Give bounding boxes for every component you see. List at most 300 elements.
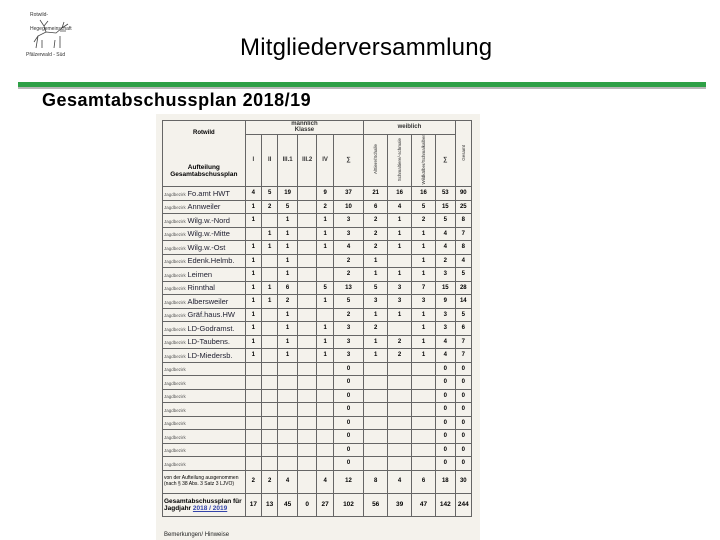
value-cell: 0 bbox=[455, 416, 471, 430]
value-cell: 0 bbox=[333, 362, 363, 376]
table-row bbox=[163, 349, 472, 363]
slide-subtitle: Gesamtabschussplan 2018/19 bbox=[42, 90, 312, 110]
value-cell: 0 bbox=[455, 457, 471, 471]
value-cell bbox=[364, 403, 388, 417]
district-name: Wilg.w.-Nord bbox=[187, 215, 230, 225]
value-cell bbox=[245, 227, 261, 241]
value-cell bbox=[297, 281, 317, 295]
value-cell bbox=[364, 389, 388, 403]
value-cell bbox=[278, 430, 298, 444]
district-name: Gräf.haus.HW bbox=[187, 310, 235, 320]
col-header-hinds: Alttiere/Schalle bbox=[364, 134, 388, 187]
value-cell bbox=[261, 322, 277, 336]
value-cell: 2 bbox=[317, 200, 333, 214]
value-cell: 25 bbox=[455, 200, 471, 214]
district-prefix: Jagdbezirk bbox=[164, 259, 186, 265]
value-cell bbox=[261, 457, 277, 471]
table-row bbox=[163, 268, 472, 282]
district-cell bbox=[163, 376, 246, 390]
value-cell: 1 bbox=[245, 214, 261, 228]
value-cell bbox=[412, 376, 436, 390]
value-cell: 1 bbox=[317, 335, 333, 349]
value-cell bbox=[412, 403, 436, 417]
district-name: Edenk.Helmb. bbox=[187, 256, 235, 266]
value-cell bbox=[317, 362, 333, 376]
value-cell: 4 bbox=[435, 241, 455, 255]
value-cell: 2 bbox=[278, 295, 298, 309]
value-cell bbox=[278, 389, 298, 403]
value-cell bbox=[297, 430, 317, 444]
value-cell bbox=[261, 308, 277, 322]
value-cell: 1 bbox=[245, 200, 261, 214]
value-cell bbox=[317, 403, 333, 417]
district-prefix: Jagdbezirk bbox=[164, 353, 186, 359]
value-cell: 1 bbox=[278, 241, 298, 255]
value-cell: 1 bbox=[261, 281, 277, 295]
value-cell: 4 bbox=[388, 200, 412, 214]
exempt-value: 12 bbox=[333, 470, 363, 493]
value-cell bbox=[278, 376, 298, 390]
value-cell: 1 bbox=[412, 322, 436, 336]
exempt-label: von der Aufteilung ausgenommen (nach § 38 Abs. 3 Satz 3 LJVO) bbox=[163, 470, 246, 493]
total-label: Gesamtabschussplan für Jagdjahr bbox=[164, 497, 242, 512]
district-prefix: Jagdbezirk bbox=[164, 394, 186, 400]
value-cell: 2 bbox=[388, 335, 412, 349]
value-cell bbox=[317, 457, 333, 471]
district-cell bbox=[163, 214, 246, 228]
district-name: LD-Godramst. bbox=[187, 323, 235, 333]
district-prefix: Jagdbezirk bbox=[164, 232, 186, 238]
value-cell: 0 bbox=[455, 430, 471, 444]
value-cell: 4 bbox=[435, 349, 455, 363]
value-cell: 3 bbox=[333, 335, 363, 349]
district-cell bbox=[163, 389, 246, 403]
value-cell bbox=[278, 457, 298, 471]
district-name: Leimen bbox=[187, 269, 213, 279]
value-cell bbox=[388, 376, 412, 390]
table-row bbox=[163, 457, 472, 471]
col-header-male-sum: ∑ bbox=[333, 134, 363, 187]
district-name: Wilg.w.-Mitte bbox=[187, 229, 230, 239]
value-cell: 14 bbox=[455, 295, 471, 309]
value-cell: 0 bbox=[435, 389, 455, 403]
value-cell: 0 bbox=[435, 403, 455, 417]
value-cell: 21 bbox=[364, 187, 388, 201]
value-cell bbox=[297, 335, 317, 349]
col-header-II: II bbox=[261, 134, 277, 187]
value-cell bbox=[412, 457, 436, 471]
value-cell bbox=[297, 443, 317, 457]
logo-line-1: Rotwild- bbox=[30, 12, 49, 18]
value-cell bbox=[412, 389, 436, 403]
table-row bbox=[163, 416, 472, 430]
value-cell: 4 bbox=[333, 241, 363, 255]
value-cell bbox=[278, 362, 298, 376]
value-cell: 3 bbox=[364, 295, 388, 309]
value-cell: 6 bbox=[455, 322, 471, 336]
value-cell bbox=[297, 187, 317, 201]
total-value: 13 bbox=[261, 493, 277, 516]
division-label-block bbox=[164, 164, 244, 178]
value-cell: 1 bbox=[412, 349, 436, 363]
male-section-header bbox=[245, 121, 364, 135]
value-cell: 1 bbox=[245, 268, 261, 282]
table-row bbox=[163, 200, 472, 214]
exempt-value: 2 bbox=[261, 470, 277, 493]
value-cell bbox=[364, 457, 388, 471]
value-cell bbox=[297, 308, 317, 322]
col-header-total: Gesamt bbox=[455, 121, 471, 187]
value-cell: 0 bbox=[435, 362, 455, 376]
value-cell: 1 bbox=[278, 214, 298, 228]
value-cell: 7 bbox=[412, 281, 436, 295]
district-prefix: Jagdbezirk bbox=[164, 313, 186, 319]
value-cell: 0 bbox=[333, 389, 363, 403]
value-cell bbox=[245, 457, 261, 471]
district-name: LD-Miedersb. bbox=[187, 350, 233, 360]
value-cell: 1 bbox=[412, 241, 436, 255]
value-cell bbox=[245, 403, 261, 417]
district-prefix: Jagdbezirk bbox=[164, 434, 186, 440]
value-cell: 2 bbox=[333, 268, 363, 282]
value-cell bbox=[364, 416, 388, 430]
value-cell bbox=[245, 376, 261, 390]
district-cell bbox=[163, 322, 246, 336]
value-cell: 0 bbox=[435, 376, 455, 390]
value-cell: 1 bbox=[278, 349, 298, 363]
value-cell: 6 bbox=[364, 200, 388, 214]
value-cell: 2 bbox=[364, 214, 388, 228]
value-cell bbox=[317, 376, 333, 390]
scanned-document bbox=[156, 114, 480, 540]
total-label-cell bbox=[163, 493, 246, 516]
table-row bbox=[163, 322, 472, 336]
value-cell bbox=[261, 254, 277, 268]
value-cell: 1 bbox=[388, 308, 412, 322]
value-cell: 2 bbox=[333, 254, 363, 268]
value-cell: 8 bbox=[455, 214, 471, 228]
value-cell bbox=[297, 227, 317, 241]
value-cell: 1 bbox=[388, 227, 412, 241]
remarks-label: Bemerkungen/ Hinweise bbox=[164, 532, 230, 538]
total-value: 56 bbox=[364, 493, 388, 516]
value-cell bbox=[245, 416, 261, 430]
col-header-III2: III.2 bbox=[297, 134, 317, 187]
value-cell: 1 bbox=[245, 308, 261, 322]
value-cell: 1 bbox=[278, 335, 298, 349]
district-cell bbox=[163, 187, 246, 201]
district-name: Wilg.w.-Ost bbox=[187, 242, 226, 252]
value-cell bbox=[297, 457, 317, 471]
value-cell: 1 bbox=[364, 268, 388, 282]
value-cell: 7 bbox=[455, 227, 471, 241]
value-cell: 16 bbox=[388, 187, 412, 201]
value-cell bbox=[261, 362, 277, 376]
value-cell: 3 bbox=[412, 295, 436, 309]
district-prefix: Jagdbezirk bbox=[164, 191, 186, 197]
value-cell: 1 bbox=[261, 241, 277, 255]
value-cell: 1 bbox=[364, 335, 388, 349]
district-cell bbox=[163, 254, 246, 268]
value-cell: 10 bbox=[333, 200, 363, 214]
value-cell: 5 bbox=[261, 187, 277, 201]
district-cell bbox=[163, 403, 246, 417]
value-cell: 1 bbox=[388, 268, 412, 282]
value-cell: 1 bbox=[388, 214, 412, 228]
value-cell bbox=[261, 430, 277, 444]
value-cell bbox=[388, 389, 412, 403]
value-cell bbox=[388, 416, 412, 430]
value-cell: 9 bbox=[435, 295, 455, 309]
value-cell: 1 bbox=[317, 241, 333, 255]
logo-line-3: Pfälzerwald - Süd bbox=[26, 52, 66, 58]
value-cell: 1 bbox=[245, 254, 261, 268]
district-cell bbox=[163, 241, 246, 255]
value-cell bbox=[388, 322, 412, 336]
cull-plan-table bbox=[162, 120, 472, 517]
value-cell: 1 bbox=[364, 308, 388, 322]
value-cell bbox=[317, 416, 333, 430]
value-cell: 0 bbox=[435, 443, 455, 457]
value-cell: 7 bbox=[455, 335, 471, 349]
value-cell: 0 bbox=[333, 430, 363, 444]
value-cell bbox=[317, 443, 333, 457]
col-header-female-sum: ∑ bbox=[435, 134, 455, 187]
total-value: 27 bbox=[317, 493, 333, 516]
district-cell bbox=[163, 335, 246, 349]
value-cell: 2 bbox=[435, 254, 455, 268]
value-cell: 3 bbox=[333, 349, 363, 363]
value-cell: 2 bbox=[412, 214, 436, 228]
value-cell: 0 bbox=[333, 457, 363, 471]
value-cell: 1 bbox=[245, 295, 261, 309]
district-cell bbox=[163, 295, 246, 309]
value-cell: 1 bbox=[317, 295, 333, 309]
value-cell: 5 bbox=[333, 295, 363, 309]
value-cell bbox=[388, 457, 412, 471]
table-row bbox=[163, 241, 472, 255]
value-cell bbox=[364, 376, 388, 390]
value-cell bbox=[245, 362, 261, 376]
district-prefix: Jagdbezirk bbox=[164, 380, 186, 386]
district-prefix: Jagdbezirk bbox=[164, 205, 186, 211]
value-cell bbox=[261, 443, 277, 457]
total-value: 0 bbox=[297, 493, 317, 516]
table-row bbox=[163, 362, 472, 376]
value-cell: 1 bbox=[412, 227, 436, 241]
value-cell: 1 bbox=[261, 295, 277, 309]
table-row bbox=[163, 254, 472, 268]
table-row bbox=[163, 389, 472, 403]
value-cell: 8 bbox=[455, 241, 471, 255]
value-cell: 4 bbox=[435, 335, 455, 349]
male-label: männlich bbox=[291, 121, 318, 128]
value-cell: 0 bbox=[333, 416, 363, 430]
value-cell bbox=[317, 389, 333, 403]
district-cell bbox=[163, 443, 246, 457]
species-cell bbox=[163, 121, 246, 187]
district-cell bbox=[163, 268, 246, 282]
value-cell: 0 bbox=[455, 443, 471, 457]
value-cell: 0 bbox=[435, 430, 455, 444]
exempt-value: 6 bbox=[412, 470, 436, 493]
value-cell: 4 bbox=[455, 254, 471, 268]
col-header-yearlings: Schmaltiere/-schmale bbox=[388, 134, 412, 187]
district-name: Annweiler bbox=[187, 202, 221, 212]
value-cell bbox=[261, 376, 277, 390]
value-cell: 3 bbox=[333, 227, 363, 241]
value-cell bbox=[245, 430, 261, 444]
value-cell: 2 bbox=[261, 200, 277, 214]
total-value: 102 bbox=[333, 493, 363, 516]
value-cell bbox=[245, 443, 261, 457]
district-cell bbox=[163, 362, 246, 376]
value-cell: 0 bbox=[455, 403, 471, 417]
value-cell: 1 bbox=[245, 349, 261, 363]
total-value: 244 bbox=[455, 493, 471, 516]
table-row bbox=[163, 281, 472, 295]
value-cell: 3 bbox=[435, 322, 455, 336]
value-cell bbox=[388, 254, 412, 268]
table-row bbox=[163, 308, 472, 322]
district-prefix: Jagdbezirk bbox=[164, 245, 186, 251]
value-cell bbox=[278, 443, 298, 457]
value-cell: 1 bbox=[261, 227, 277, 241]
table-row bbox=[163, 295, 472, 309]
value-cell bbox=[388, 443, 412, 457]
value-cell: 1 bbox=[412, 268, 436, 282]
exempt-value: 8 bbox=[364, 470, 388, 493]
value-cell: 1 bbox=[388, 241, 412, 255]
value-cell bbox=[297, 295, 317, 309]
district-prefix: Jagdbezirk bbox=[164, 299, 186, 305]
table-row bbox=[163, 443, 472, 457]
value-cell bbox=[364, 362, 388, 376]
value-cell: 1 bbox=[317, 349, 333, 363]
district-prefix: Jagdbezirk bbox=[164, 367, 186, 373]
exempt-value: 4 bbox=[278, 470, 298, 493]
value-cell: 1 bbox=[278, 227, 298, 241]
value-cell bbox=[412, 362, 436, 376]
total-value: 47 bbox=[412, 493, 436, 516]
exempt-value bbox=[297, 470, 317, 493]
value-cell bbox=[261, 403, 277, 417]
value-cell: 5 bbox=[278, 200, 298, 214]
value-cell: 13 bbox=[333, 281, 363, 295]
total-value: 17 bbox=[245, 493, 261, 516]
table-row bbox=[163, 376, 472, 390]
division-label: Aufteilung bbox=[187, 163, 220, 171]
value-cell: 7 bbox=[455, 349, 471, 363]
value-cell: 1 bbox=[245, 335, 261, 349]
district-cell bbox=[163, 281, 246, 295]
value-cell: 1 bbox=[412, 335, 436, 349]
table-row bbox=[163, 214, 472, 228]
value-cell bbox=[297, 362, 317, 376]
value-cell: 5 bbox=[455, 268, 471, 282]
col-header-I: I bbox=[245, 134, 261, 187]
total-value: 45 bbox=[278, 493, 298, 516]
value-cell: 2 bbox=[364, 227, 388, 241]
logo-line-2: Hegegemeinschaft bbox=[30, 26, 72, 32]
district-name: Albersweiler bbox=[187, 296, 229, 306]
district-cell bbox=[163, 430, 246, 444]
value-cell: 3 bbox=[388, 295, 412, 309]
total-row bbox=[163, 493, 472, 516]
value-cell bbox=[317, 308, 333, 322]
plan-label: Gesamtabschussplan bbox=[170, 170, 238, 178]
district-name: Rinnthal bbox=[187, 283, 215, 293]
value-cell: 2 bbox=[364, 241, 388, 255]
value-cell bbox=[261, 416, 277, 430]
value-cell: 1 bbox=[245, 281, 261, 295]
value-cell bbox=[412, 443, 436, 457]
value-cell: 1 bbox=[412, 308, 436, 322]
value-cell: 1 bbox=[317, 322, 333, 336]
value-cell: 37 bbox=[333, 187, 363, 201]
value-cell bbox=[317, 430, 333, 444]
female-section-header: weiblich bbox=[364, 121, 455, 135]
table-row bbox=[163, 187, 472, 201]
value-cell bbox=[412, 416, 436, 430]
table-row bbox=[163, 430, 472, 444]
class-label: Klasse bbox=[294, 127, 315, 134]
header-divider-gray bbox=[18, 87, 706, 89]
value-cell: 1 bbox=[278, 254, 298, 268]
value-cell: 1 bbox=[245, 241, 261, 255]
value-cell: 15 bbox=[435, 200, 455, 214]
value-cell bbox=[364, 430, 388, 444]
value-cell bbox=[297, 403, 317, 417]
value-cell: 3 bbox=[435, 268, 455, 282]
value-cell: 1 bbox=[278, 308, 298, 322]
district-cell bbox=[163, 416, 246, 430]
value-cell bbox=[297, 254, 317, 268]
value-cell bbox=[297, 389, 317, 403]
value-cell bbox=[412, 430, 436, 444]
value-cell: 0 bbox=[333, 403, 363, 417]
value-cell: 3 bbox=[388, 281, 412, 295]
value-cell bbox=[278, 416, 298, 430]
value-cell: 0 bbox=[333, 443, 363, 457]
exempt-value: 30 bbox=[455, 470, 471, 493]
value-cell: 5 bbox=[317, 281, 333, 295]
total-value: 39 bbox=[388, 493, 412, 516]
value-cell bbox=[364, 443, 388, 457]
value-cell: 0 bbox=[435, 457, 455, 471]
value-cell: 3 bbox=[333, 322, 363, 336]
value-cell: 0 bbox=[333, 376, 363, 390]
district-cell bbox=[163, 308, 246, 322]
col-header-IV: IV bbox=[317, 134, 333, 187]
value-cell: 1 bbox=[364, 254, 388, 268]
district-prefix: Jagdbezirk bbox=[164, 272, 186, 278]
value-cell: 2 bbox=[388, 349, 412, 363]
value-cell: 1 bbox=[317, 227, 333, 241]
value-cell: 1 bbox=[278, 322, 298, 336]
district-prefix: Jagdbezirk bbox=[164, 286, 186, 292]
club-logo bbox=[22, 12, 78, 70]
value-cell bbox=[278, 403, 298, 417]
value-cell: 0 bbox=[455, 376, 471, 390]
value-cell: 28 bbox=[455, 281, 471, 295]
value-cell bbox=[245, 389, 261, 403]
value-cell: 4 bbox=[245, 187, 261, 201]
value-cell bbox=[261, 268, 277, 282]
value-cell bbox=[297, 322, 317, 336]
value-cell bbox=[297, 376, 317, 390]
value-cell bbox=[261, 214, 277, 228]
